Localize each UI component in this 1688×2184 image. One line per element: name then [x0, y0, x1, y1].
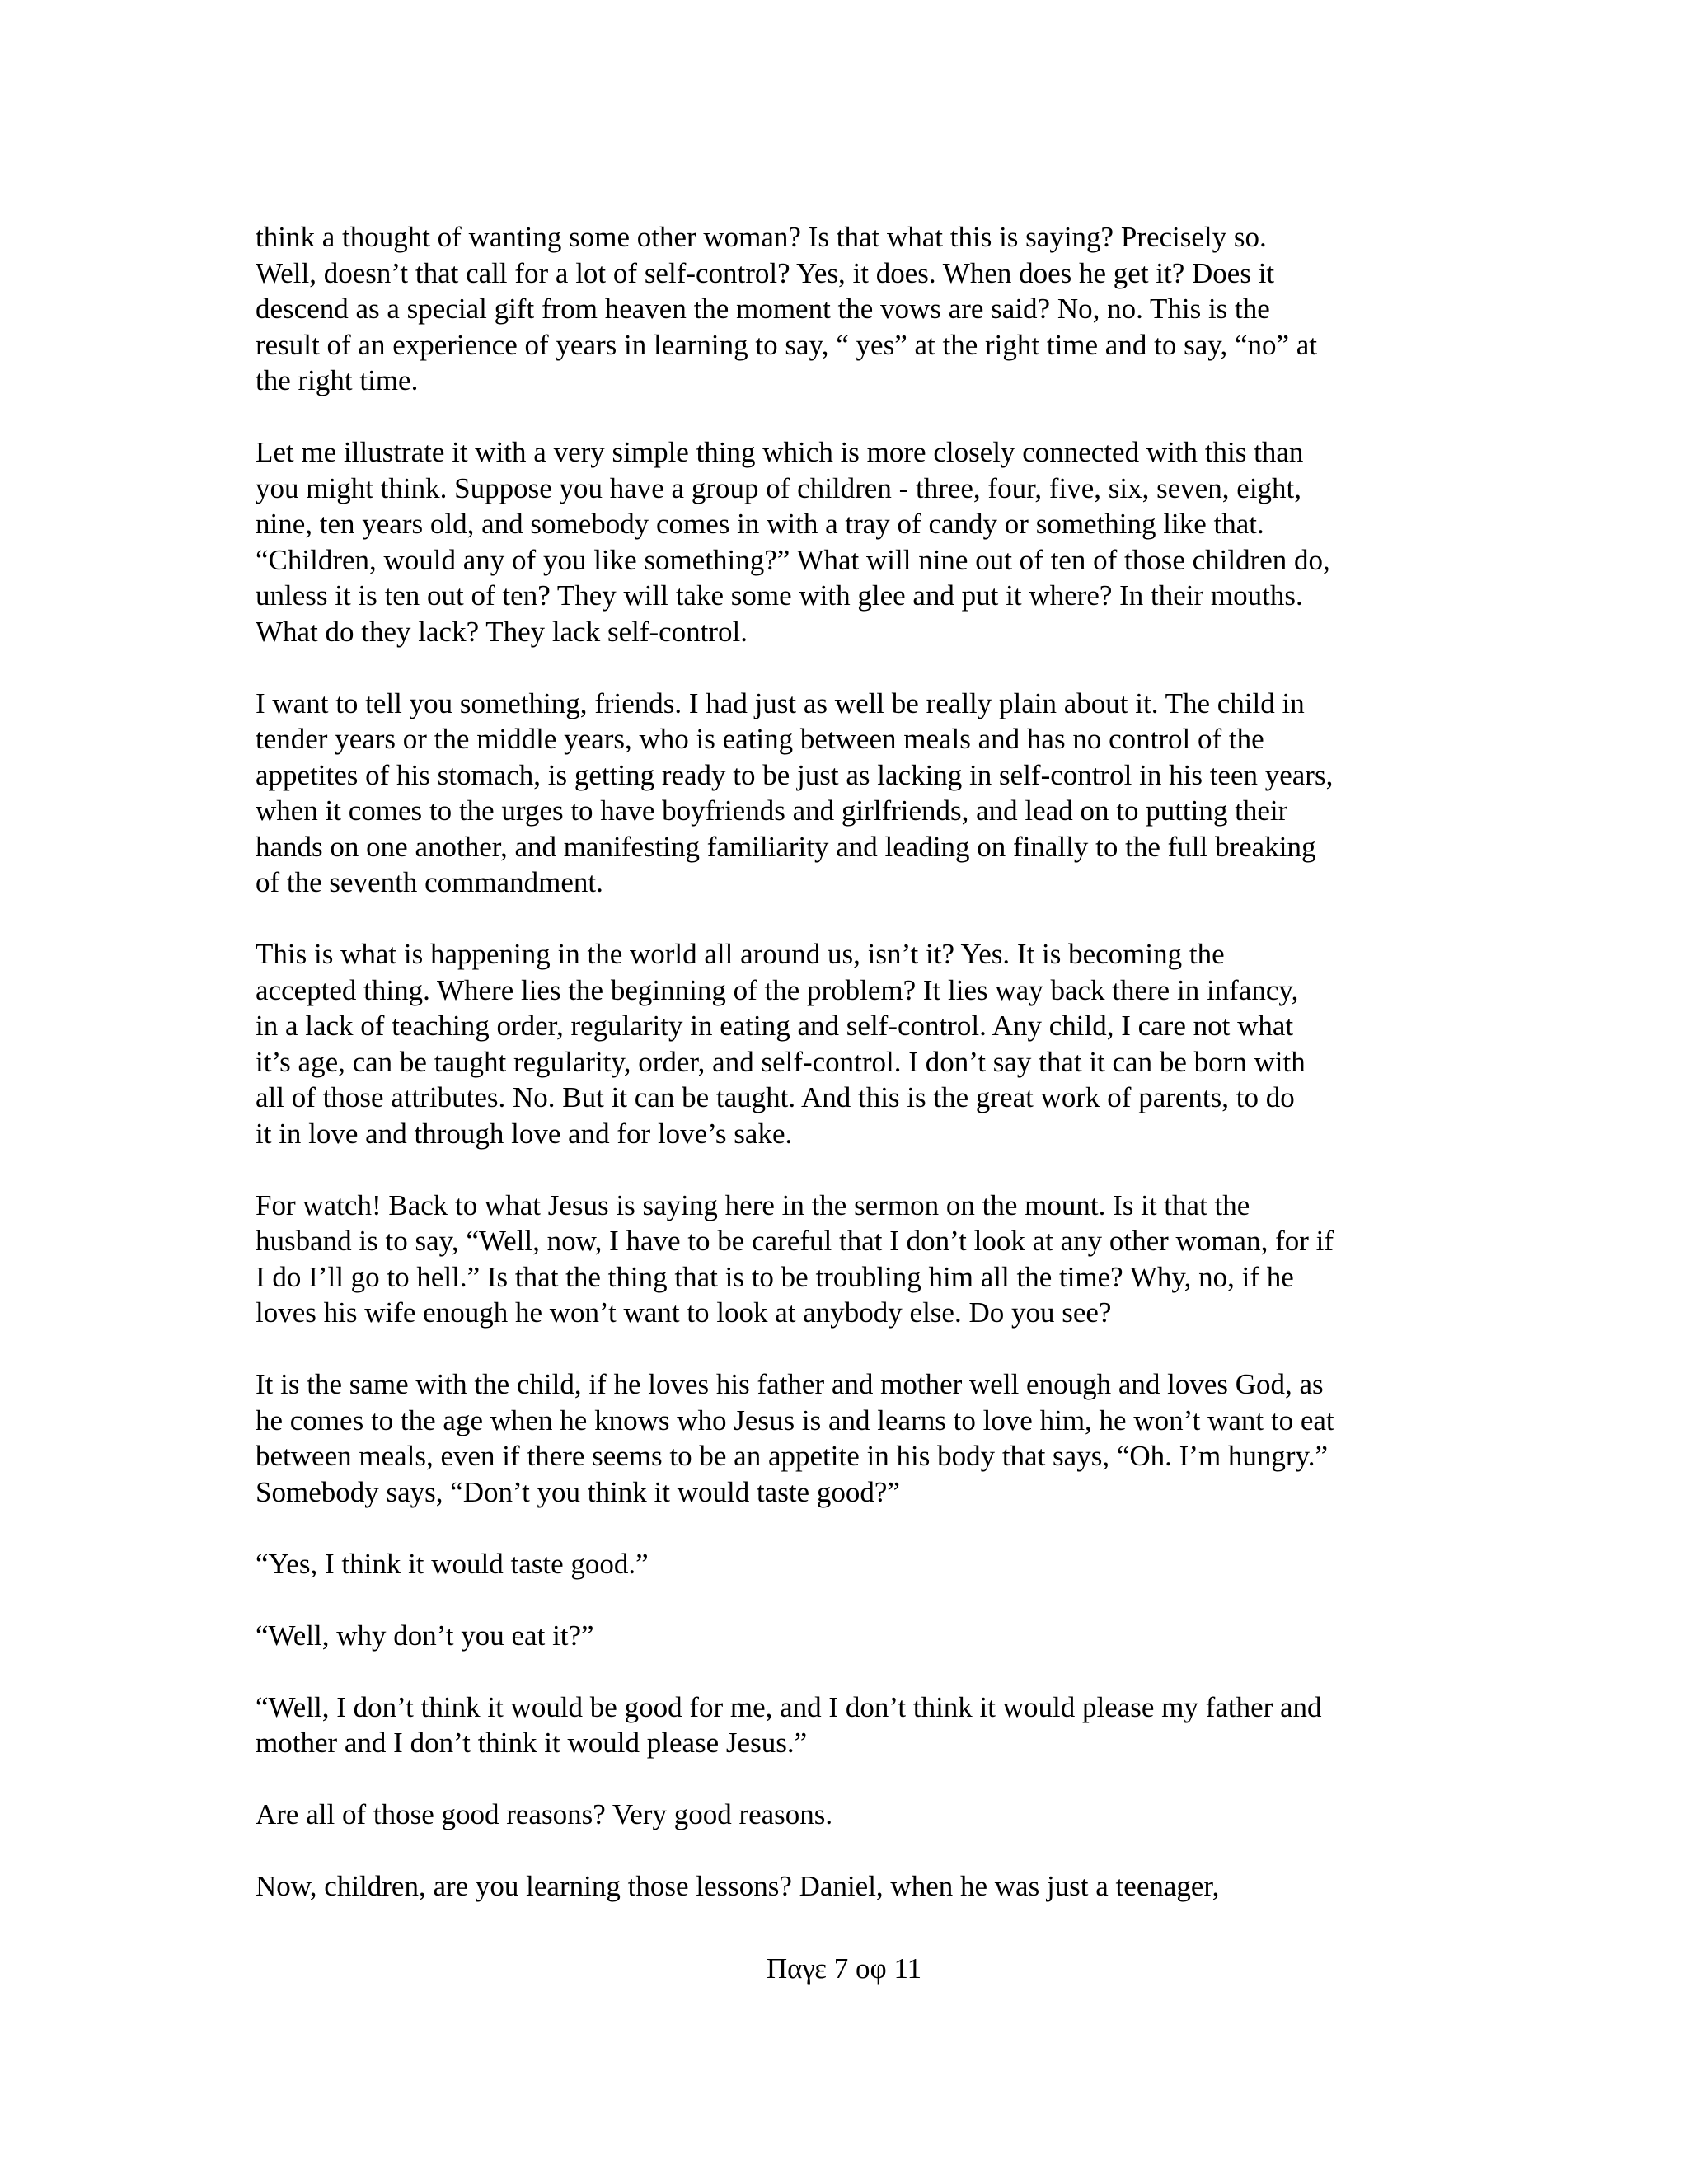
- paragraph-4: This is what is happening in the world all around us, isn’t it? Yes. It is becoming the accepted thing. Where lies the beginning of the problem? It lies way back there in infancy, in a lack of teaching order, regularity in eating and self-control. Any child, I care not what it’s age, can be taught regularity, order, and self-control. I don’t say that it can be born with all of those attributes. No. But it can be taught. And this is the great work of parents, to do it in love and through love and for love’s sake.: [256, 938, 1306, 1150]
- paragraph-2: Let me illustrate it with a very simple thing which is more closely connected with this than you might think. Suppose you have a group of children - three, four, five, six, seven, eight, nine, ten years old, and somebody comes in with a tray of candy or something like that. “Children, would any of you like something?” What will nine out of ten of those children do, unless it is ten out of ten? They will take some with glee and put it where? In their mouths. What do they lack? They lack self-control.: [256, 436, 1330, 648]
- page-footer: Παγε 7 οφ 11: [766, 1952, 922, 1985]
- paragraph-10: Are all of those good reasons? Very good reasons.: [256, 1798, 833, 1830]
- paragraph-1: think a thought of wanting some other woman? Is that what this is saying? Precisely so. Well, doesn’t that call for a lot of self-control? Yes, it does. When does he get it? Does it descend as a special gift from heaven the moment the vows are said? No, no. This is the result of an experience of years in learning to say, “ yes” at the right time and to say, “no” at the right time.: [256, 221, 1318, 396]
- paragraph-7: “Yes, I think it would taste good.”: [256, 1547, 649, 1580]
- paragraph-11: Now, children, are you learning those lessons? Daniel, when he was just a teenager,: [256, 1870, 1220, 1902]
- paragraph-6: It is the same with the child, if he loves his father and mother well enough and loves God, as he comes to the age when he knows who Jesus is and learns to love him, he won’t want to eat between meals, even if there seems to be an appetite in his body that says, “Oh. I’m hungry.” Somebody says, “Don’t you think it would taste good?”: [256, 1368, 1334, 1508]
- paragraph-3: I want to tell you something, friends. I had just as well be really plain about it. The child in tender years or the middle years, who is eating between meals and has no control of the appetites of his stomach, is getting ready to be just as lacking in self-control in his teen years, when it comes to the urges to have boyfriends and girlfriends, and lead on to putting their hands on one another, and manifesting familiarity and leading on finally to the full breaking of the seventh commandment.: [256, 687, 1334, 898]
- document-body: [256, 219, 1451, 1940]
- paragraph-9: “Well, I don’t think it would be good for me, and I don’t think it would please my father and mother and I don’t think it would please Jesus.”: [256, 1690, 1322, 1759]
- paragraph-5: For watch! Back to what Jesus is saying here in the sermon on the mount. Is it that the husband is to say, “Well, now, I have to be careful that I don’t look at any other woman, for if I do I’ll go to hell.” Is that the thing that is to be troubling him all the time? Why, no, if he loves his wife enough he won’t want to look at anybody else. Do you see?: [256, 1188, 1334, 1329]
- paragraph-8: “Well, why don’t you eat it?”: [256, 1619, 594, 1652]
